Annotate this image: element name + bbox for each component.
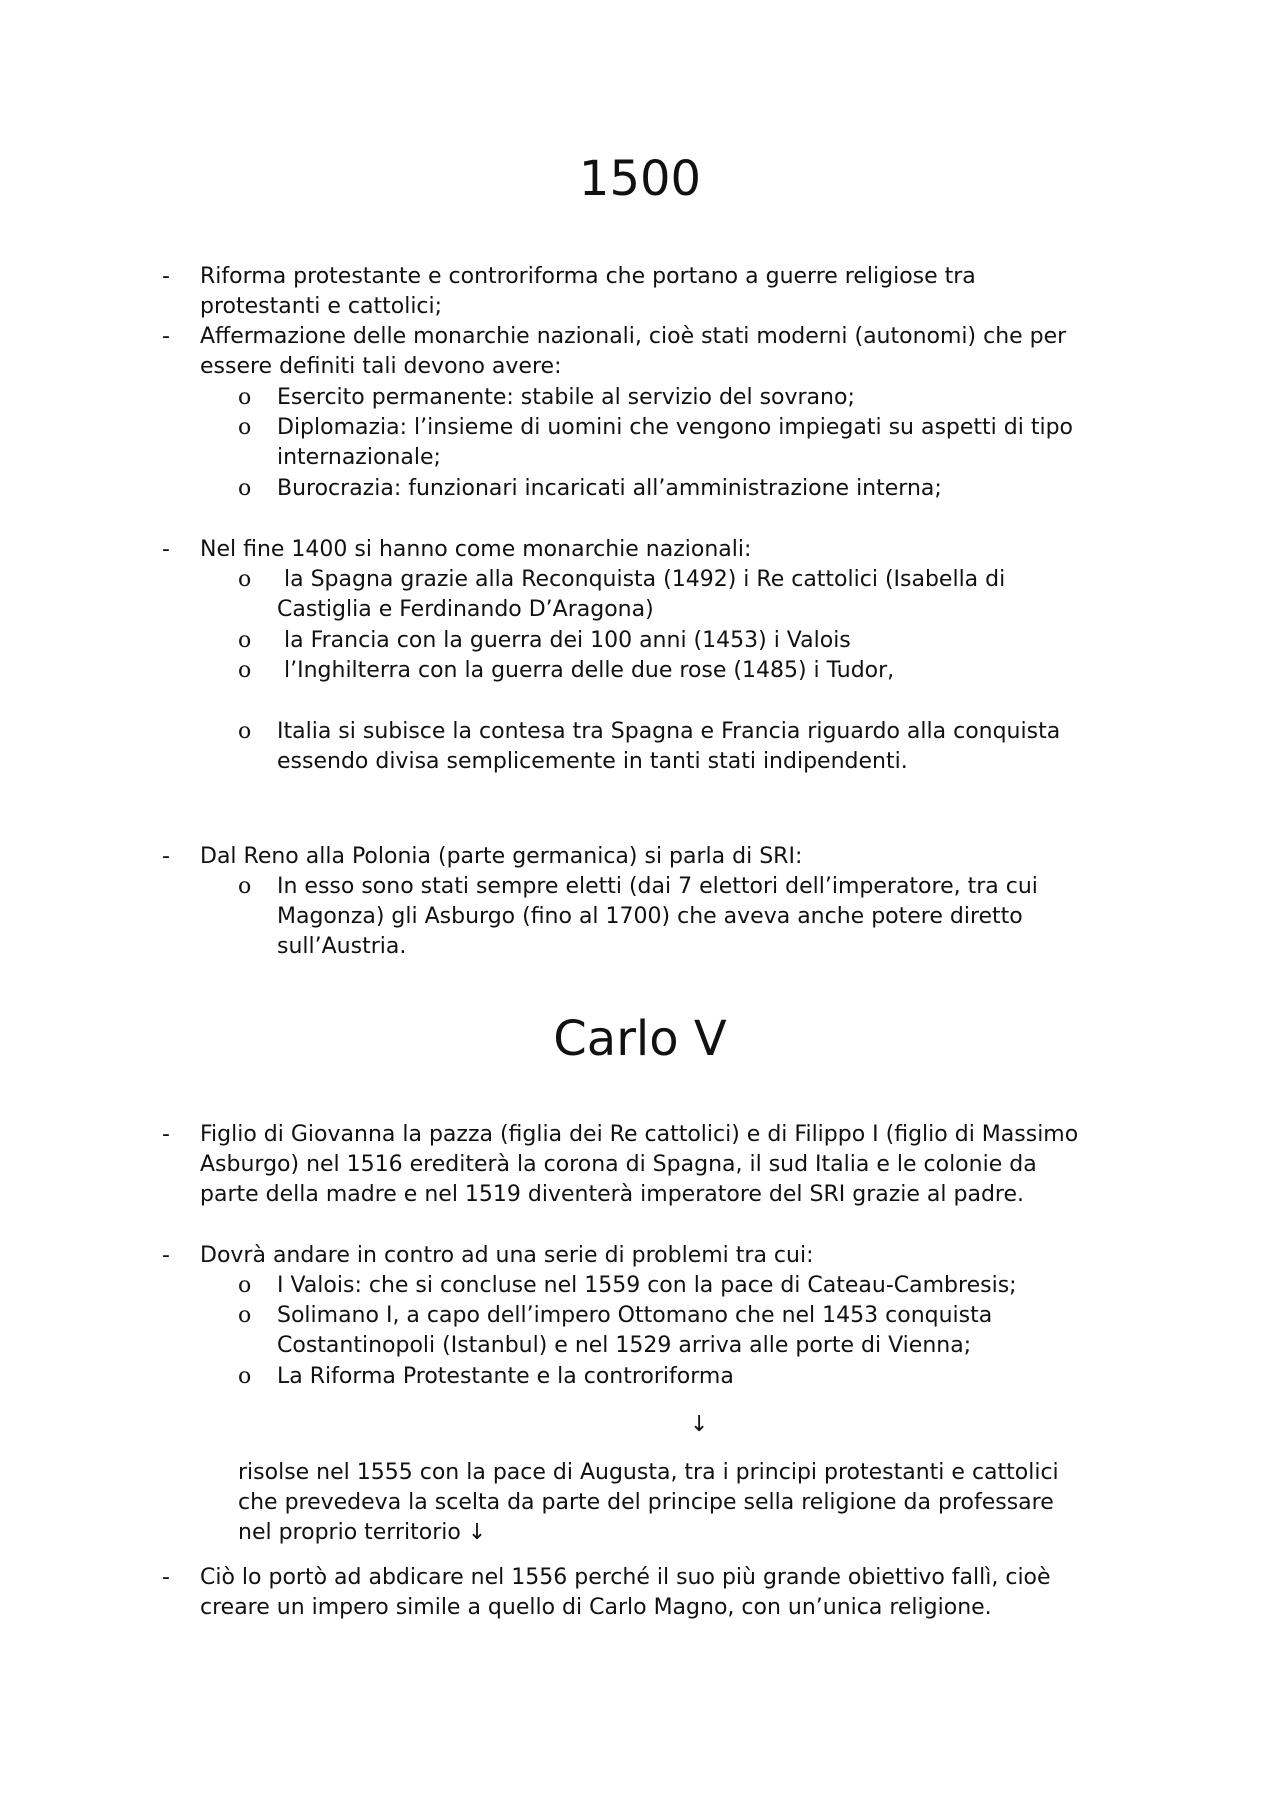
- subitem-line: In esso sono stati sempre eletti (dai 7 elettori dell’imperatore, tra cui: [277, 874, 1038, 899]
- subitem-line: Burocrazia: funzionari incaricati all’amministrazione interna;: [277, 476, 942, 501]
- subitem-line: la Spagna grazie alla Reconquista (1492) i Re cattolici (Isabella di: [277, 567, 1006, 592]
- section-title-1500: 1500: [578, 151, 702, 207]
- circle-bullet: o: [238, 1273, 252, 1298]
- circle-bullet: o: [238, 628, 252, 653]
- dash-bullet: -: [162, 1243, 170, 1268]
- item-line: Riforma protestante e controriforma che portano a guerre religiose tra: [200, 264, 976, 289]
- subitem-line: Costantinopoli (Istanbul) e nel 1529 arriva alle porte di Vienna;: [277, 1333, 972, 1358]
- circle-bullet: o: [238, 476, 252, 501]
- dash-bullet: -: [162, 1565, 170, 1590]
- continuation-line: che prevedeva la scelta da parte del principe sella religione da professare: [238, 1490, 1054, 1515]
- item-line: Asburgo) nel 1516 erediterà la corona di Spagna, il sud Italia e le colonie da: [200, 1152, 1037, 1177]
- dash-bullet: -: [162, 324, 170, 349]
- item-line: Ciò lo portò ad abdicare nel 1556 perché il suo più grande obiettivo fallì, cioè: [200, 1565, 1051, 1590]
- item-line: Figlio di Giovanna la pazza (figlia dei Re cattolici) e di Filippo I (figlio di Massimo: [200, 1122, 1079, 1147]
- circle-bullet: o: [238, 719, 252, 744]
- item-line: Affermazione delle monarchie nazionali, cioè stati moderni (autonomi) che per: [200, 324, 1067, 349]
- item-line: Nel fine 1400 si hanno come monarchie nazionali:: [200, 537, 752, 562]
- circle-bullet: o: [238, 567, 252, 592]
- dash-bullet: -: [162, 844, 170, 869]
- subitem-line: internazionale;: [277, 445, 441, 470]
- dash-bullet: -: [162, 537, 170, 562]
- subitem-line: Magonza) gli Asburgo (fino al 1700) che aveva anche potere diretto: [277, 904, 1023, 929]
- item-line: essere definiti tali devono avere:: [200, 354, 562, 379]
- subitem-line: Castiglia e Ferdinando D’Aragona): [277, 597, 654, 622]
- subitem-line: la Francia con la guerra dei 100 anni (1453) i Valois: [277, 628, 851, 653]
- subitem-line: Italia si subisce la contesa tra Spagna e Francia riguardo alla conquista: [277, 719, 1061, 744]
- subitem-line: l’Inghilterra con la guerra delle due rose (1485) i Tudor,: [277, 658, 895, 683]
- down-arrow: ↓: [690, 1412, 709, 1437]
- item-line: protestanti e cattolici;: [200, 294, 443, 319]
- circle-bullet: o: [238, 1303, 252, 1328]
- circle-bullet: o: [238, 658, 252, 683]
- dash-bullet: -: [162, 1122, 170, 1147]
- item-line: parte della madre e nel 1519 diventerà imperatore del SRI grazie al padre.: [200, 1182, 1025, 1207]
- subitem-line: Esercito permanente: stabile al servizio del sovrano;: [277, 385, 855, 410]
- subitem-line: Solimano I, a capo dell’impero Ottomano che nel 1453 conquista: [277, 1303, 993, 1328]
- section-title-carlo-v: Carlo V: [553, 1011, 727, 1067]
- circle-bullet: o: [238, 874, 252, 899]
- subitem-line: I Valois: che si concluse nel 1559 con la pace di Cateau-Cambresis;: [277, 1273, 1017, 1298]
- subitem-line: Diplomazia: l’insieme di uomini che vengono impiegati su aspetti di tipo: [277, 415, 1073, 440]
- subitem-line: sull’Austria.: [277, 934, 407, 959]
- subitem-line: essendo divisa semplicemente in tanti stati indipendenti.: [277, 749, 908, 774]
- item-line: Dal Reno alla Polonia (parte germanica) si parla di SRI:: [200, 844, 803, 869]
- circle-bullet: o: [238, 1364, 252, 1389]
- continuation-line: nel proprio territorio ↓: [238, 1520, 487, 1545]
- item-line: creare un impero simile a quello di Carlo Magno, con un’unica religione.: [200, 1595, 992, 1620]
- circle-bullet: o: [238, 415, 252, 440]
- dash-bullet: -: [162, 264, 170, 289]
- continuation-line: risolse nel 1555 con la pace di Augusta, tra i principi protestanti e cattolici: [238, 1460, 1059, 1485]
- circle-bullet: o: [238, 385, 252, 410]
- subitem-line: La Riforma Protestante e la controriforma: [277, 1364, 734, 1389]
- item-line: Dovrà andare in contro ad una serie di problemi tra cui:: [200, 1243, 814, 1268]
